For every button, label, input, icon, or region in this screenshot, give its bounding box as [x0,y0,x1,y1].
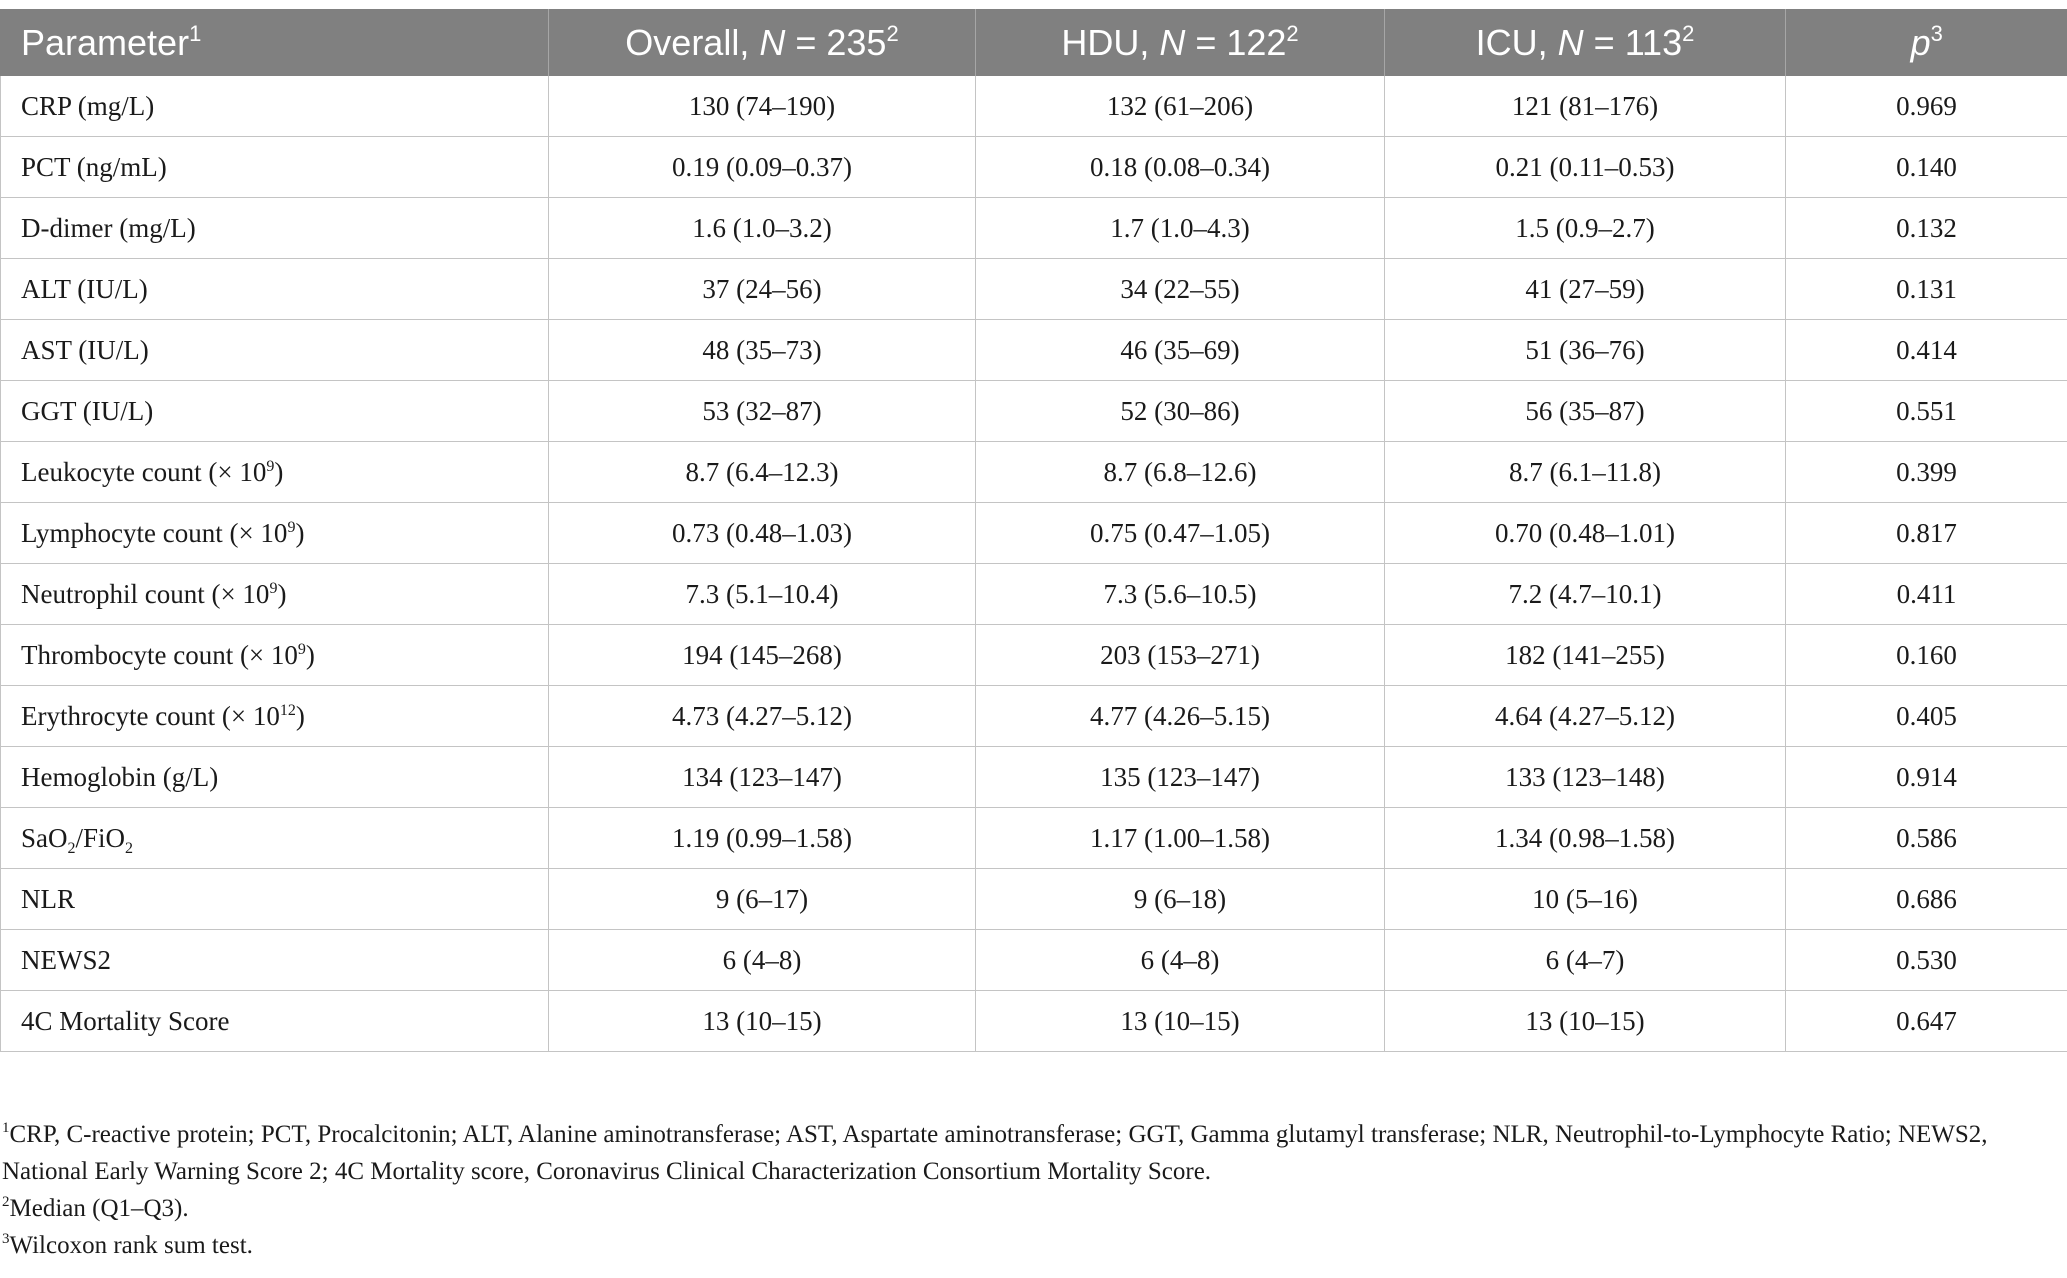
header-footnote-mark: 3 [1930,20,1943,46]
header-footnote-mark: 2 [886,20,899,46]
footnote-text: CRP, C-reactive protein; PCT, Procalcitonin; ALT, Alanine aminotransferase; AST, Aspartate aminotransferase; GGT, Gamma glutamyl transferase; NLR, Neutrophil-to-Lymphocyte Ratio; NEWS2, National Early Warning Score 2; 4C Mortality score, Coronavirus Clinical Characterization Consortium Mortality Score. [2,1121,1988,1185]
cell-p-value: 0.140 [1786,137,2067,198]
cell-hdu: 132 (61–206) [976,76,1385,137]
header-icu [1385,9,1786,76]
table-row [1,381,2067,442]
cell-overall: 0.19 (0.09–0.37) [549,137,976,198]
table-row [1,869,2067,930]
cell-overall: 37 (24–56) [549,259,976,320]
header-n-label: N [1159,21,1186,63]
parameter-text: D-dimer (mg/L) [21,212,196,243]
cell-parameter [1,930,549,991]
parameter-tail: ) [274,456,284,487]
cell-hdu: 34 (22–55) [976,259,1385,320]
cell-icu: 121 (81–176) [1385,76,1786,137]
cell-icu: 1.5 (0.9–2.7) [1385,198,1786,259]
cell-parameter [1,76,549,137]
header-label: HDU, [1061,21,1160,63]
header-row [1,9,2067,76]
header-overall [549,9,976,76]
cell-icu: 0.70 (0.48–1.01) [1385,503,1786,564]
parameter-text: Thrombocyte count (× 10 [21,639,298,670]
table-row [1,503,2067,564]
parameter-tail: ) [295,517,305,548]
header-footnote-mark: 1 [189,20,202,46]
parameter-text: ALT (IU/L) [21,273,148,304]
cell-hdu: 4.77 (4.26–5.15) [976,686,1385,747]
footnote [2,1116,2062,1190]
cell-overall: 7.3 (5.1–10.4) [549,564,976,625]
cell-p-value: 0.586 [1786,808,2067,869]
parameter-exponent: 9 [297,640,306,658]
cell-parameter [1,442,549,503]
cell-hdu: 9 (6–18) [976,869,1385,930]
footnote-mark: 2 [2,1194,10,1210]
parameter-exponent: 12 [279,701,296,719]
cell-parameter [1,198,549,259]
cell-icu: 182 (141–255) [1385,625,1786,686]
cell-parameter [1,503,549,564]
cell-parameter [1,747,549,808]
table-row [1,198,2067,259]
cell-p-value: 0.686 [1786,869,2067,930]
cell-overall: 134 (123–147) [549,747,976,808]
results-table [0,9,2067,1052]
cell-hdu: 203 (153–271) [976,625,1385,686]
cell-hdu: 7.3 (5.6–10.5) [976,564,1385,625]
parameter-text: SaO [21,822,68,853]
parameter-text: NEWS2 [21,944,111,975]
cell-parameter [1,808,549,869]
header-footnote-mark: 2 [1286,20,1299,46]
parameter-tail: ) [305,639,315,670]
table-body [1,76,2067,1052]
footnote [2,1227,2062,1264]
header-label: Parameter [21,21,190,63]
cell-hdu: 0.18 (0.08–0.34) [976,137,1385,198]
footnote-text: Wilcoxon rank sum test. [9,1232,253,1259]
table-row [1,625,2067,686]
cell-parameter [1,869,549,930]
parameter-text: AST (IU/L) [21,334,149,365]
parameter-text: Neutrophil count (× 10 [21,578,270,609]
parameter-tail: ) [295,700,305,731]
cell-icu: 0.21 (0.11–0.53) [1385,137,1786,198]
cell-p-value: 0.551 [1786,381,2067,442]
cell-overall: 1.19 (0.99–1.58) [549,808,976,869]
header-hdu [976,9,1385,76]
parameter-exponent: 9 [287,518,296,536]
cell-hdu: 8.7 (6.8–12.6) [976,442,1385,503]
header-footnote-mark: 2 [1682,20,1695,46]
parameter-text: PCT (ng/mL) [21,151,167,182]
table-row [1,991,2067,1052]
table-row [1,76,2067,137]
table-row [1,564,2067,625]
header-parameter [1,9,549,76]
cell-overall: 0.73 (0.48–1.03) [549,503,976,564]
cell-icu: 133 (123–148) [1385,747,1786,808]
header-n-value: = 122 [1185,21,1287,63]
cell-p-value: 0.647 [1786,991,2067,1052]
header-p-value [1786,9,2067,76]
cell-p-value: 0.405 [1786,686,2067,747]
cell-icu: 1.34 (0.98–1.58) [1385,808,1786,869]
cell-parameter [1,137,549,198]
cell-p-value: 0.131 [1786,259,2067,320]
cell-hdu: 1.7 (1.0–4.3) [976,198,1385,259]
cell-p-value: 0.414 [1786,320,2067,381]
cell-parameter [1,625,549,686]
cell-icu: 51 (36–76) [1385,320,1786,381]
table-row [1,930,2067,991]
cell-p-value: 0.411 [1786,564,2067,625]
cell-hdu: 13 (10–15) [976,991,1385,1052]
table-row [1,137,2067,198]
parameter-text: NLR [21,883,75,914]
cell-icu: 8.7 (6.1–11.8) [1385,442,1786,503]
header-label: Overall, [625,21,760,63]
cell-hdu: 6 (4–8) [976,930,1385,991]
cell-hdu: 0.75 (0.47–1.05) [976,503,1385,564]
parameter-text: Hemoglobin (g/L) [21,761,219,792]
cell-icu: 4.64 (4.27–5.12) [1385,686,1786,747]
cell-hdu: 135 (123–147) [976,747,1385,808]
header-n-value: = 235 [785,21,887,63]
cell-overall: 4.73 (4.27–5.12) [549,686,976,747]
cell-overall: 48 (35–73) [549,320,976,381]
parameter-tail: ) [277,578,287,609]
parameter-exponent: 9 [269,579,278,597]
footnote-mark: 3 [2,1231,10,1247]
cell-icu: 13 (10–15) [1385,991,1786,1052]
cell-p-value: 0.160 [1786,625,2067,686]
table-row [1,686,2067,747]
cell-overall: 8.7 (6.4–12.3) [549,442,976,503]
cell-parameter [1,564,549,625]
table-footnotes [2,1116,2062,1264]
header-n-label: p [1910,21,1931,63]
cell-icu: 7.2 (4.7–10.1) [1385,564,1786,625]
cell-p-value: 0.399 [1786,442,2067,503]
cell-icu: 56 (35–87) [1385,381,1786,442]
table-row [1,320,2067,381]
cell-overall: 9 (6–17) [549,869,976,930]
footnote [2,1190,2062,1227]
cell-overall: 6 (4–8) [549,930,976,991]
parameter-text: CRP (mg/L) [21,90,155,121]
cell-hdu: 46 (35–69) [976,320,1385,381]
footnote-mark: 1 [2,1120,10,1136]
cell-hdu: 1.17 (1.00–1.58) [976,808,1385,869]
table-row [1,259,2067,320]
footnote-text: Median (Q1–Q3). [9,1195,189,1222]
cell-icu: 10 (5–16) [1385,869,1786,930]
parameter-subscript: 2 [67,839,76,857]
table-row [1,442,2067,503]
cell-parameter [1,991,549,1052]
parameter-text: Lymphocyte count (× 10 [21,517,288,548]
parameter-text: GGT (IU/L) [21,395,154,426]
cell-overall: 130 (74–190) [549,76,976,137]
cell-p-value: 0.530 [1786,930,2067,991]
cell-parameter [1,381,549,442]
cell-overall: 1.6 (1.0–3.2) [549,198,976,259]
cell-icu: 41 (27–59) [1385,259,1786,320]
cell-parameter [1,320,549,381]
results-table-container [0,9,2067,1052]
parameter-exponent: 9 [266,457,275,475]
parameter-text: 4C Mortality Score [21,1005,230,1036]
parameter-subscript: 2 [125,839,134,857]
cell-overall: 194 (145–268) [549,625,976,686]
cell-p-value: 0.132 [1786,198,2067,259]
cell-parameter [1,259,549,320]
parameter-text: Leukocyte count (× 10 [21,456,267,487]
cell-hdu: 52 (30–86) [976,381,1385,442]
cell-overall: 13 (10–15) [549,991,976,1052]
table-row [1,747,2067,808]
cell-p-value: 0.914 [1786,747,2067,808]
cell-icu: 6 (4–7) [1385,930,1786,991]
parameter-text: Erythrocyte count (× 10 [21,700,280,731]
header-n-label: N [1557,21,1584,63]
header-n-value: = 113 [1583,21,1683,63]
cell-parameter [1,686,549,747]
cell-p-value: 0.817 [1786,503,2067,564]
cell-p-value: 0.969 [1786,76,2067,137]
header-n-label: N [759,21,786,63]
parameter-mid: /FiO [75,822,126,853]
table-row [1,808,2067,869]
cell-overall: 53 (32–87) [549,381,976,442]
table-header [1,9,2067,76]
header-label: ICU, [1475,21,1558,63]
